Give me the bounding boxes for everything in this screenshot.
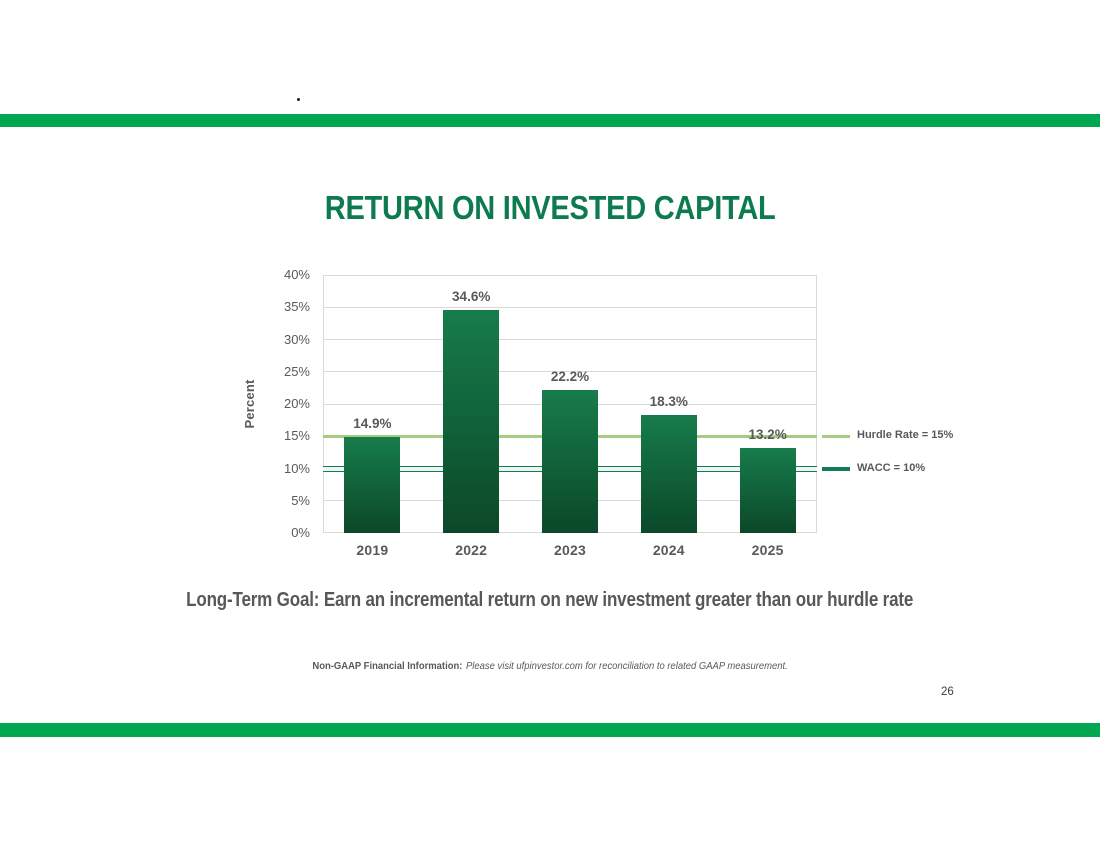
gridline [323, 339, 817, 340]
slide-title: RETURN ON INVESTED CAPITAL [324, 189, 776, 226]
bar-value-label: 22.2% [550, 368, 590, 384]
footnote [312, 660, 787, 672]
stray-period-mark [297, 98, 300, 101]
reference-line-label-wacc: WACC = 10% [857, 461, 926, 474]
reference-line-leader-wacc [822, 467, 850, 471]
footnote-text: Please visit ufpinvestor.com for reconciliation to related GAAP measurement. [465, 660, 788, 672]
y-tick-label: 35% [283, 299, 310, 315]
bar-value-label: 14.9% [353, 415, 392, 431]
bar-2022 [443, 310, 499, 533]
page-number: 26 [941, 686, 954, 698]
top-accent-bar [0, 114, 1100, 127]
bar-value-label: 18.3% [649, 393, 688, 409]
y-tick-label: 10% [283, 460, 310, 476]
x-tick-label: 2024 [652, 542, 685, 558]
y-tick-label: 0% [291, 525, 310, 540]
reference-line-leader-hurdle-rate [822, 435, 850, 438]
x-tick-label: 2019 [356, 542, 389, 558]
goal-statement-row [0, 589, 1100, 612]
y-tick-label: 20% [283, 396, 310, 411]
bar-2023 [542, 390, 598, 533]
bar-2025 [740, 448, 796, 533]
y-tick-label: 40% [283, 267, 310, 282]
bar-value-label: 13.2% [748, 426, 787, 442]
x-tick-label: 2025 [751, 542, 784, 558]
x-tick-label: 2023 [554, 542, 586, 558]
y-tick-label: 25% [283, 363, 310, 379]
reference-line-label-hurdle-rate: Hurdle Rate = 15% [857, 429, 954, 442]
bar-value-label: 34.6% [452, 288, 491, 304]
y-tick-label: 5% [291, 492, 310, 508]
bar-2019 [344, 437, 400, 533]
bottom-accent-bar [0, 723, 1100, 737]
y-tick-label: 30% [283, 331, 310, 347]
footnote-row [0, 656, 1100, 674]
x-tick-label: 2022 [455, 542, 488, 558]
gridline [323, 307, 817, 308]
footnote-label: Non-GAAP Financial Information: [312, 660, 463, 672]
bar-2024 [641, 415, 697, 533]
slide-title-row [0, 189, 1100, 227]
y-axis-title: Percent [242, 379, 257, 429]
goal-statement: Long-Term Goal: Earn an incremental return on new investment greater than our hurdle rate [186, 589, 914, 611]
y-tick-label: 15% [283, 428, 310, 444]
